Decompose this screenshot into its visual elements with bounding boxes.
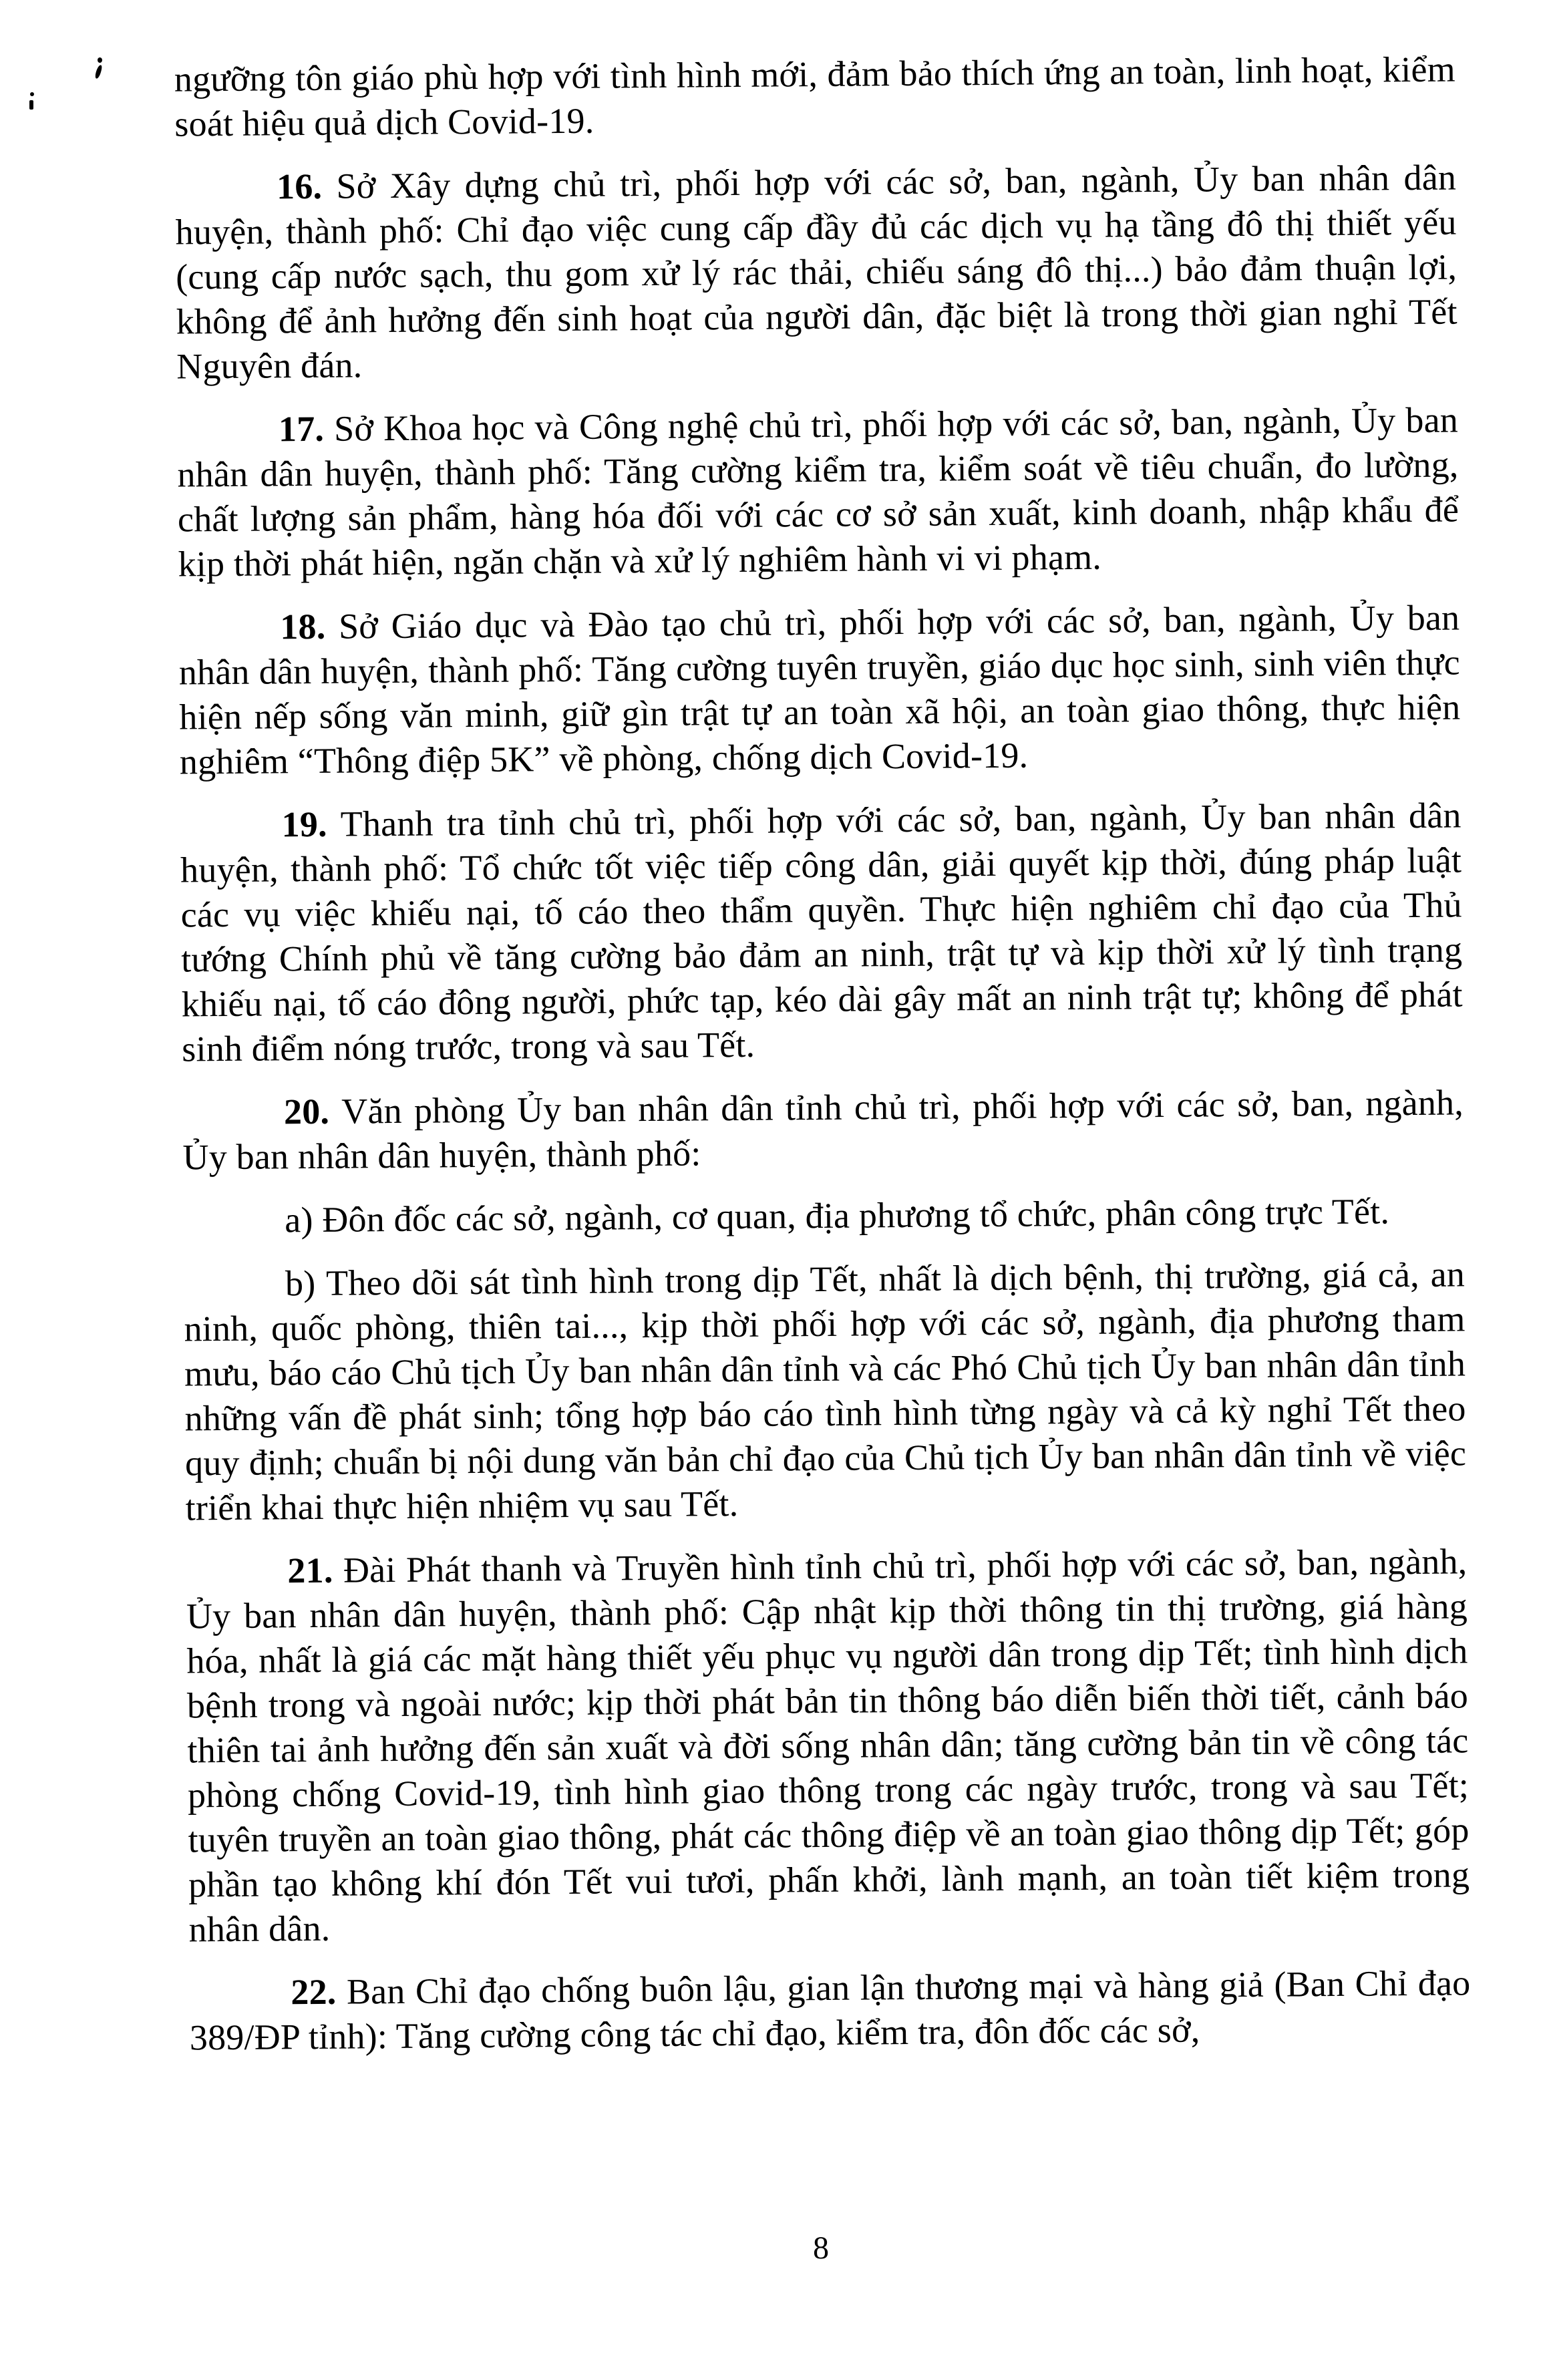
ink-mark — [94, 57, 102, 80]
paragraph-number: 16. — [276, 166, 337, 207]
paragraph-text: a) Đôn đốc các sở, ngành, cơ quan, địa phương tổ chức, phân công trực Tết. — [285, 1191, 1390, 1240]
paragraph-number: 21. — [287, 1550, 344, 1591]
paragraph-number: 22. — [291, 1971, 347, 2013]
paragraph-text: Ban Chỉ đạo chống buôn lậu, gian lận thương mại và hàng giả (Ban Chỉ đạo 389/ĐP tỉnh): Tăng cường công tác chỉ đạo, kiểm tra, đôn đốc các sở, — [189, 1963, 1471, 2058]
page-number: 8 — [812, 2230, 830, 2266]
paragraph — [186, 1539, 1470, 1952]
paragraph — [178, 595, 1461, 784]
paragraph-number: 17. — [278, 408, 335, 450]
document-text — [174, 47, 1471, 2061]
paragraph-text: Đài Phát thanh và Truyền hình tỉnh chủ trì, phối hợp với các sở, ban, ngành, Ủy ban nhân dân huyện, thành phố: Cập nhật kịp thời thông tin thị trường, giá hàng hóa, nhất là giá các mặt hàng thiết yếu phục vụ người dân trong dịp Tết; tình hình dịch bệnh trong và ngoài nước; kịp thời phát bản tin thông báo diễn biến thời tiết, cảnh báo thiên tai ảnh hưởng đến sản xuất và đời sống nhân dân; tăng cường bản tin về công tác phòng chống Covid-19, tình hình giao thông trong các ngày trước, trong và sau Tết; tuyên truyền an toàn giao thông, phát các thông điệp về an toàn giao thông dịp Tết; góp phần tạo không khí đón Tết vui tươi, phấn khởi, lành mạnh, an toàn tiết kiệm trong nhân dân. — [186, 1541, 1470, 1950]
paragraph — [183, 1188, 1464, 1243]
paragraph-text: Văn phòng Ủy ban nhân dân tỉnh chủ trì, phối hợp với các sở, ban, ngành, Ủy ban nhân dân huyện, thành phố: — [182, 1082, 1464, 1178]
paragraph-text: ngưỡng tôn giáo phù hợp với tình hình mới, đảm bảo thích ứng an toàn, linh hoạt, kiểm soát hiệu quả dịch Covid-19. — [174, 49, 1456, 144]
paragraph-number: 19. — [281, 804, 341, 845]
paragraph — [182, 1080, 1464, 1180]
paragraph-number: 18. — [280, 606, 339, 647]
paragraph — [174, 47, 1456, 147]
paragraph-text: b) Theo dõi sát tình hình trong dịp Tết, nhất là dịch bệnh, thị trường, giá cả, an ninh, quốc phòng, thiên tai..., kịp thời phối hợp với các sở, ngành, địa phương tham mưu, báo cáo Chủ tịch Ủy ban nhân dân tỉnh và các Phó Chủ tịch Ủy ban nhân dân tỉnh những vấn đề phát sinh; tổng hợp báo cáo tình hình từng ngày và cả kỳ nghỉ Tết theo quy định; chuẩn bị nội dung văn bản chỉ đạo của Chủ tịch Ủy ban nhân dân tỉnh về việc triển khai thực hiện nhiệm vụ sau Tết. — [184, 1254, 1467, 1528]
paragraph — [177, 397, 1460, 586]
paragraph — [180, 793, 1463, 1071]
paragraph-number: 20. — [283, 1091, 342, 1132]
paragraph-text: Sở Khoa học và Công nghệ chủ trì, phối hợp với các sở, ban, ngành, Ủy ban nhân dân huyện, thành phố: Tăng cường kiểm tra, kiểm soát về tiêu chuẩn, đo lường, chất lượng sản phẩm, hàng hóa đối với các cơ sở sản xuất, kinh doanh, nhập khẩu để kịp thời phát hiện, ngăn chặn và xử lý nghiêm hành vi vi phạm. — [177, 399, 1460, 584]
paragraph-text: Thanh tra tỉnh chủ trì, phối hợp với các sở, ban, ngành, Ủy ban nhân dân huyện, thành phố: Tổ chức tốt việc tiếp công dân, giải quyết kịp thời, đúng pháp luật các vụ việc khiếu nại, tố cáo theo thẩm quyền. Thực hiện nghiêm chỉ đạo của Thủ tướng Chính phủ về tăng cường bảo đảm an ninh, trật tự và kịp thời xử lý tình trạng khiếu nại, tố cáo đông người, phức tạp, kéo dài gây mất an ninh trật tự; không để phát sinh điểm nóng trước, trong và sau Tết. — [180, 795, 1463, 1069]
ink-mark — [29, 92, 35, 110]
paragraph — [184, 1252, 1467, 1530]
paragraph-text: Sở Giáo dục và Đào tạo chủ trì, phối hợp với các sở, ban, ngành, Ủy ban nhân dân huyện, thành phố: Tăng cường tuyên truyền, giáo dục học sinh, sinh viên thực hiện nếp sống văn minh, giữ gìn trật tự an toàn xã hội, an toàn giao thông, thực hiện nghiêm “Thông điệp 5K” về phòng, chống dịch Covid-19. — [178, 597, 1461, 782]
paragraph — [189, 1961, 1471, 2060]
paragraph-text: Sở Xây dựng chủ trì, phối hợp với các sở, ban, ngành, Ủy ban nhân dân huyện, thành phố: Chỉ đạo việc cung cấp đầy đủ các dịch vụ hạ tầng đô thị thiết yếu (cung cấp nước sạch, thu gom xử lý rác thải, chiếu sáng đô thị...) bảo đảm thuận lợi, không để ảnh hưởng đến sinh hoạt của người dân, đặc biệt là trong thời gian nghỉ Tết Nguyên đán. — [175, 157, 1458, 387]
paragraph — [175, 156, 1458, 389]
